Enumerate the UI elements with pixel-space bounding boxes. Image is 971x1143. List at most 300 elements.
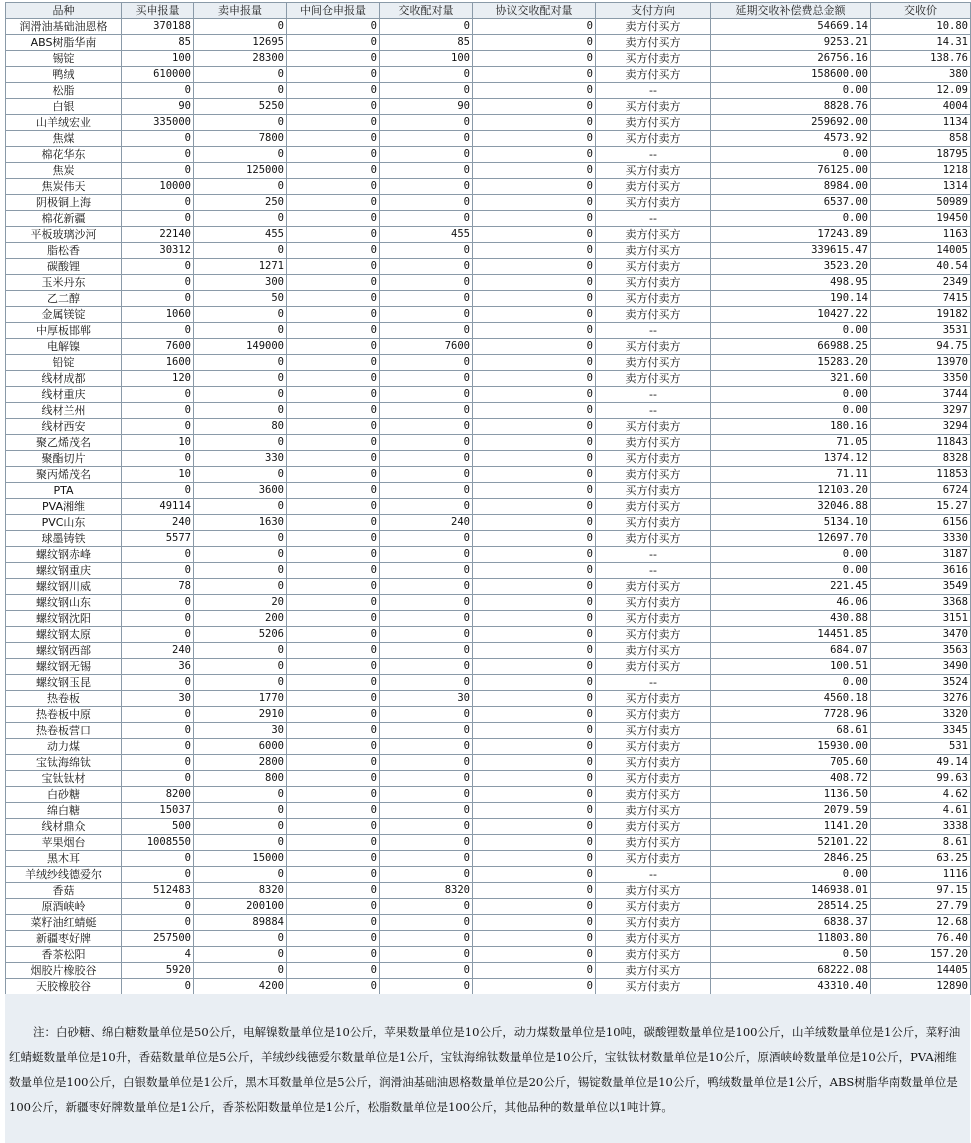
cell-agreement-qty: 0	[473, 819, 596, 835]
cell-middle-qty: 0	[287, 195, 380, 211]
table-row	[6, 67, 971, 83]
cell-delivery-price: 3294	[871, 419, 971, 435]
cell-matched-qty: 0	[380, 931, 473, 947]
cell-product: 棉花新疆	[6, 211, 122, 227]
cell-buy-qty: 0	[122, 563, 194, 579]
cell-matched-qty: 240	[380, 515, 473, 531]
cell-delivery-price: 3338	[871, 819, 971, 835]
cell-buy-qty: 0	[122, 547, 194, 563]
cell-agreement-qty: 0	[473, 403, 596, 419]
cell-buy-qty: 85	[122, 35, 194, 51]
cell-sell-qty: 0	[194, 643, 287, 659]
cell-delivery-price: 40.54	[871, 259, 971, 275]
cell-buy-qty: 610000	[122, 67, 194, 83]
cell-product: 烟胶片橡胶谷	[6, 963, 122, 979]
cell-payment-direction: 卖方付买方	[596, 659, 711, 675]
cell-matched-qty: 0	[380, 627, 473, 643]
table-row	[6, 435, 971, 451]
cell-middle-qty: 0	[287, 659, 380, 675]
cell-delivery-price: 1134	[871, 115, 971, 131]
cell-middle-qty: 0	[287, 51, 380, 67]
cell-buy-qty: 0	[122, 739, 194, 755]
cell-payment-direction: 买方付卖方	[596, 483, 711, 499]
cell-payment-direction: 卖方付买方	[596, 67, 711, 83]
cell-payment-direction: 卖方付买方	[596, 371, 711, 387]
cell-payment-direction: --	[596, 547, 711, 563]
cell-sell-qty: 0	[194, 659, 287, 675]
cell-buy-qty: 0	[122, 595, 194, 611]
table-row	[6, 499, 971, 515]
cell-sell-qty: 0	[194, 435, 287, 451]
table-row	[6, 755, 971, 771]
cell-delivery-price: 3490	[871, 659, 971, 675]
cell-middle-qty: 0	[287, 979, 380, 995]
cell-sell-qty: 12695	[194, 35, 287, 51]
cell-agreement-qty: 0	[473, 483, 596, 499]
table-row	[6, 547, 971, 563]
cell-agreement-qty: 0	[473, 595, 596, 611]
cell-payment-direction: 卖方付买方	[596, 963, 711, 979]
cell-product: 菜籽油红蜻蜓	[6, 915, 122, 931]
cell-agreement-qty: 0	[473, 307, 596, 323]
cell-delivery-price: 531	[871, 739, 971, 755]
cell-buy-qty: 1600	[122, 355, 194, 371]
cell-delivery-price: 3563	[871, 643, 971, 659]
cell-product: 螺纹钢山东	[6, 595, 122, 611]
cell-compensation-total: 180.16	[711, 419, 871, 435]
cell-buy-qty: 5920	[122, 963, 194, 979]
cell-matched-qty: 0	[380, 707, 473, 723]
cell-product: 棉花华东	[6, 147, 122, 163]
cell-payment-direction: 买方付卖方	[596, 595, 711, 611]
cell-compensation-total: 0.00	[711, 547, 871, 563]
cell-agreement-qty: 0	[473, 979, 596, 995]
cell-agreement-qty: 0	[473, 563, 596, 579]
cell-compensation-total: 52101.22	[711, 835, 871, 851]
cell-buy-qty: 0	[122, 451, 194, 467]
cell-payment-direction: 买方付卖方	[596, 723, 711, 739]
cell-product: 螺纹钢重庆	[6, 563, 122, 579]
cell-middle-qty: 0	[287, 883, 380, 899]
cell-middle-qty: 0	[287, 243, 380, 259]
cell-compensation-total: 6537.00	[711, 195, 871, 211]
table-row	[6, 947, 971, 963]
cell-payment-direction: 卖方付买方	[596, 115, 711, 131]
cell-middle-qty: 0	[287, 835, 380, 851]
cell-middle-qty: 0	[287, 403, 380, 419]
cell-sell-qty: 15000	[194, 851, 287, 867]
cell-middle-qty: 0	[287, 947, 380, 963]
cell-buy-qty: 0	[122, 83, 194, 99]
cell-matched-qty: 0	[380, 259, 473, 275]
cell-middle-qty: 0	[287, 643, 380, 659]
cell-sell-qty: 149000	[194, 339, 287, 355]
cell-agreement-qty: 0	[473, 723, 596, 739]
cell-delivery-price: 157.20	[871, 947, 971, 963]
table-row	[6, 387, 971, 403]
cell-middle-qty: 0	[287, 371, 380, 387]
cell-buy-qty: 5577	[122, 531, 194, 547]
cell-agreement-qty: 0	[473, 387, 596, 403]
cell-delivery-price: 12.09	[871, 83, 971, 99]
table-row	[6, 723, 971, 739]
cell-agreement-qty: 0	[473, 739, 596, 755]
cell-agreement-qty: 0	[473, 35, 596, 51]
cell-payment-direction: --	[596, 83, 711, 99]
cell-product: 宝钛钛材	[6, 771, 122, 787]
cell-sell-qty: 89884	[194, 915, 287, 931]
cell-compensation-total: 0.00	[711, 83, 871, 99]
cell-buy-qty: 90	[122, 99, 194, 115]
cell-product: 电解镍	[6, 339, 122, 355]
cell-middle-qty: 0	[287, 899, 380, 915]
cell-compensation-total: 1136.50	[711, 787, 871, 803]
cell-matched-qty: 0	[380, 659, 473, 675]
cell-delivery-price: 1218	[871, 163, 971, 179]
cell-payment-direction: 卖方付买方	[596, 883, 711, 899]
table-row	[6, 243, 971, 259]
cell-product: 焦炭伟天	[6, 179, 122, 195]
cell-compensation-total: 12697.70	[711, 531, 871, 547]
table-row	[6, 131, 971, 147]
table-row	[6, 851, 971, 867]
cell-delivery-price: 3524	[871, 675, 971, 691]
cell-delivery-price: 14005	[871, 243, 971, 259]
cell-payment-direction: 卖方付买方	[596, 787, 711, 803]
cell-compensation-total: 8828.76	[711, 99, 871, 115]
cell-payment-direction: --	[596, 563, 711, 579]
cell-middle-qty: 0	[287, 787, 380, 803]
cell-middle-qty: 0	[287, 147, 380, 163]
table-row	[6, 979, 971, 995]
cell-buy-qty: 0	[122, 131, 194, 147]
cell-matched-qty: 0	[380, 563, 473, 579]
cell-delivery-price: 8.61	[871, 835, 971, 851]
table-row	[6, 483, 971, 499]
cell-delivery-price: 380	[871, 67, 971, 83]
cell-compensation-total: 0.00	[711, 563, 871, 579]
cell-sell-qty: 300	[194, 275, 287, 291]
cell-middle-qty: 0	[287, 627, 380, 643]
cell-payment-direction: 买方付卖方	[596, 739, 711, 755]
header-agreement-qty: 协议交收配对量	[473, 3, 596, 19]
cell-sell-qty: 30	[194, 723, 287, 739]
cell-matched-qty: 0	[380, 467, 473, 483]
cell-agreement-qty: 0	[473, 51, 596, 67]
cell-delivery-price: 3276	[871, 691, 971, 707]
cell-middle-qty: 0	[287, 483, 380, 499]
cell-product: 宝钛海绵钛	[6, 755, 122, 771]
cell-middle-qty: 0	[287, 19, 380, 35]
cell-buy-qty: 370188	[122, 19, 194, 35]
cell-payment-direction: 买方付卖方	[596, 611, 711, 627]
cell-matched-qty: 0	[380, 147, 473, 163]
cell-payment-direction: 卖方付买方	[596, 947, 711, 963]
cell-delivery-price: 3187	[871, 547, 971, 563]
cell-product: 线材西安	[6, 419, 122, 435]
cell-payment-direction: --	[596, 147, 711, 163]
cell-matched-qty: 0	[380, 915, 473, 931]
cell-compensation-total: 221.45	[711, 579, 871, 595]
cell-matched-qty: 0	[380, 739, 473, 755]
cell-agreement-qty: 0	[473, 851, 596, 867]
cell-sell-qty: 80	[194, 419, 287, 435]
cell-matched-qty: 0	[380, 483, 473, 499]
cell-middle-qty: 0	[287, 851, 380, 867]
cell-payment-direction: 卖方付买方	[596, 643, 711, 659]
cell-sell-qty: 4200	[194, 979, 287, 995]
cell-product: 热卷板	[6, 691, 122, 707]
cell-payment-direction: 卖方付买方	[596, 531, 711, 547]
cell-agreement-qty: 0	[473, 691, 596, 707]
cell-product: 螺纹钢沈阳	[6, 611, 122, 627]
cell-compensation-total: 7728.96	[711, 707, 871, 723]
cell-buy-qty: 0	[122, 483, 194, 499]
cell-sell-qty: 1630	[194, 515, 287, 531]
cell-sell-qty: 0	[194, 547, 287, 563]
cell-payment-direction: 买方付卖方	[596, 851, 711, 867]
cell-sell-qty: 0	[194, 931, 287, 947]
cell-agreement-qty: 0	[473, 931, 596, 947]
header-buy-qty: 买申报量	[122, 3, 194, 19]
cell-delivery-price: 3744	[871, 387, 971, 403]
cell-agreement-qty: 0	[473, 499, 596, 515]
cell-agreement-qty: 0	[473, 355, 596, 371]
cell-sell-qty: 0	[194, 115, 287, 131]
cell-payment-direction: --	[596, 387, 711, 403]
cell-middle-qty: 0	[287, 131, 380, 147]
cell-payment-direction: --	[596, 323, 711, 339]
cell-buy-qty: 0	[122, 627, 194, 643]
table-row	[6, 211, 971, 227]
cell-payment-direction: 买方付卖方	[596, 771, 711, 787]
cell-middle-qty: 0	[287, 163, 380, 179]
cell-compensation-total: 76125.00	[711, 163, 871, 179]
cell-matched-qty: 0	[380, 819, 473, 835]
cell-product: 脂松香	[6, 243, 122, 259]
cell-middle-qty: 0	[287, 707, 380, 723]
cell-delivery-price: 6156	[871, 515, 971, 531]
table-row	[6, 595, 971, 611]
cell-middle-qty: 0	[287, 35, 380, 51]
cell-matched-qty: 0	[380, 19, 473, 35]
cell-middle-qty: 0	[287, 323, 380, 339]
cell-buy-qty: 49114	[122, 499, 194, 515]
cell-matched-qty: 0	[380, 435, 473, 451]
cell-compensation-total: 32046.88	[711, 499, 871, 515]
cell-payment-direction: 买方付卖方	[596, 195, 711, 211]
cell-delivery-price: 11853	[871, 467, 971, 483]
table-row	[6, 915, 971, 931]
cell-delivery-price: 99.63	[871, 771, 971, 787]
cell-matched-qty: 90	[380, 99, 473, 115]
cell-delivery-price: 3549	[871, 579, 971, 595]
cell-middle-qty: 0	[287, 179, 380, 195]
cell-payment-direction: 卖方付买方	[596, 307, 711, 323]
cell-delivery-price: 94.75	[871, 339, 971, 355]
cell-middle-qty: 0	[287, 467, 380, 483]
cell-product: 羊绒纱线德爱尔	[6, 867, 122, 883]
cell-compensation-total: 46.06	[711, 595, 871, 611]
cell-sell-qty: 1770	[194, 691, 287, 707]
cell-agreement-qty: 0	[473, 515, 596, 531]
cell-delivery-price: 18795	[871, 147, 971, 163]
cell-middle-qty: 0	[287, 803, 380, 819]
cell-agreement-qty: 0	[473, 227, 596, 243]
cell-delivery-price: 76.40	[871, 931, 971, 947]
cell-middle-qty: 0	[287, 915, 380, 931]
cell-payment-direction: 卖方付买方	[596, 243, 711, 259]
cell-sell-qty: 2910	[194, 707, 287, 723]
cell-sell-qty: 50	[194, 291, 287, 307]
cell-compensation-total: 4560.18	[711, 691, 871, 707]
cell-product: 螺纹钢赤峰	[6, 547, 122, 563]
cell-matched-qty: 0	[380, 803, 473, 819]
cell-delivery-price: 49.14	[871, 755, 971, 771]
cell-agreement-qty: 0	[473, 547, 596, 563]
cell-middle-qty: 0	[287, 867, 380, 883]
cell-matched-qty: 0	[380, 755, 473, 771]
cell-compensation-total: 2846.25	[711, 851, 871, 867]
cell-matched-qty: 0	[380, 371, 473, 387]
cell-product: 金属镁锭	[6, 307, 122, 323]
cell-product: 乙二醇	[6, 291, 122, 307]
cell-buy-qty: 0	[122, 723, 194, 739]
cell-sell-qty: 0	[194, 19, 287, 35]
table-row	[6, 179, 971, 195]
cell-delivery-price: 3350	[871, 371, 971, 387]
cell-matched-qty: 0	[380, 579, 473, 595]
cell-matched-qty: 0	[380, 787, 473, 803]
cell-delivery-price: 3531	[871, 323, 971, 339]
cell-compensation-total: 71.05	[711, 435, 871, 451]
cell-buy-qty: 257500	[122, 931, 194, 947]
cell-delivery-price: 1116	[871, 867, 971, 883]
cell-product: 绵白糖	[6, 803, 122, 819]
cell-product: 焦煤	[6, 131, 122, 147]
cell-buy-qty: 0	[122, 195, 194, 211]
cell-delivery-price: 1314	[871, 179, 971, 195]
table-row	[6, 579, 971, 595]
cell-payment-direction: 买方付卖方	[596, 627, 711, 643]
cell-compensation-total: 339615.47	[711, 243, 871, 259]
cell-delivery-price: 1163	[871, 227, 971, 243]
cell-sell-qty: 0	[194, 675, 287, 691]
cell-payment-direction: 卖方付买方	[596, 179, 711, 195]
cell-sell-qty: 28300	[194, 51, 287, 67]
cell-buy-qty: 1060	[122, 307, 194, 323]
cell-buy-qty: 120	[122, 371, 194, 387]
cell-matched-qty: 0	[380, 291, 473, 307]
table-row	[6, 691, 971, 707]
cell-matched-qty: 0	[380, 451, 473, 467]
cell-sell-qty: 125000	[194, 163, 287, 179]
cell-middle-qty: 0	[287, 531, 380, 547]
cell-sell-qty: 2800	[194, 755, 287, 771]
cell-middle-qty: 0	[287, 307, 380, 323]
cell-sell-qty: 0	[194, 83, 287, 99]
cell-middle-qty: 0	[287, 931, 380, 947]
cell-payment-direction: 卖方付买方	[596, 579, 711, 595]
cell-product: 平板玻璃沙河	[6, 227, 122, 243]
cell-agreement-qty: 0	[473, 243, 596, 259]
cell-payment-direction: 买方付卖方	[596, 515, 711, 531]
table-row	[6, 899, 971, 915]
cell-compensation-total: 3523.20	[711, 259, 871, 275]
cell-agreement-qty: 0	[473, 419, 596, 435]
cell-compensation-total: 14451.85	[711, 627, 871, 643]
cell-payment-direction: 买方付卖方	[596, 419, 711, 435]
cell-product: 热卷板营口	[6, 723, 122, 739]
cell-product: 线材成都	[6, 371, 122, 387]
cell-product: 铅锭	[6, 355, 122, 371]
cell-product: 香茶松阳	[6, 947, 122, 963]
cell-agreement-qty: 0	[473, 899, 596, 915]
table-row	[6, 787, 971, 803]
cell-product: 玉米丹东	[6, 275, 122, 291]
cell-sell-qty: 6000	[194, 739, 287, 755]
cell-delivery-price: 97.15	[871, 883, 971, 899]
cell-matched-qty: 0	[380, 979, 473, 995]
cell-agreement-qty: 0	[473, 179, 596, 195]
cell-payment-direction: 卖方付买方	[596, 435, 711, 451]
cell-payment-direction: 买方付卖方	[596, 339, 711, 355]
cell-buy-qty: 30	[122, 691, 194, 707]
cell-delivery-price: 15.27	[871, 499, 971, 515]
cell-buy-qty: 36	[122, 659, 194, 675]
table-row	[6, 323, 971, 339]
cell-delivery-price: 11843	[871, 435, 971, 451]
cell-matched-qty: 0	[380, 403, 473, 419]
cell-sell-qty: 0	[194, 211, 287, 227]
cell-delivery-price: 13970	[871, 355, 971, 371]
cell-buy-qty: 0	[122, 211, 194, 227]
cell-buy-qty: 10	[122, 435, 194, 451]
cell-payment-direction: --	[596, 867, 711, 883]
table-row	[6, 707, 971, 723]
cell-matched-qty: 8320	[380, 883, 473, 899]
cell-delivery-price: 3345	[871, 723, 971, 739]
cell-product: PTA	[6, 483, 122, 499]
cell-middle-qty: 0	[287, 691, 380, 707]
cell-compensation-total: 43310.40	[711, 979, 871, 995]
table-row	[6, 675, 971, 691]
cell-product: 线材兰州	[6, 403, 122, 419]
table-row	[6, 867, 971, 883]
cell-middle-qty: 0	[287, 83, 380, 99]
cell-agreement-qty: 0	[473, 19, 596, 35]
table-row	[6, 403, 971, 419]
cell-sell-qty: 250	[194, 195, 287, 211]
cell-buy-qty: 0	[122, 867, 194, 883]
cell-sell-qty: 0	[194, 835, 287, 851]
cell-payment-direction: 买方付卖方	[596, 275, 711, 291]
cell-product: 中厚板邯郸	[6, 323, 122, 339]
table-row	[6, 19, 971, 35]
cell-payment-direction: 买方付卖方	[596, 707, 711, 723]
table-header-row	[6, 3, 971, 19]
cell-agreement-qty: 0	[473, 147, 596, 163]
cell-product: 苹果烟台	[6, 835, 122, 851]
table-row	[6, 771, 971, 787]
cell-sell-qty: 0	[194, 467, 287, 483]
cell-delivery-price: 4.61	[871, 803, 971, 819]
cell-buy-qty: 0	[122, 755, 194, 771]
cell-compensation-total: 0.00	[711, 387, 871, 403]
cell-buy-qty: 0	[122, 387, 194, 403]
cell-sell-qty: 0	[194, 563, 287, 579]
cell-product: 线材鼎众	[6, 819, 122, 835]
